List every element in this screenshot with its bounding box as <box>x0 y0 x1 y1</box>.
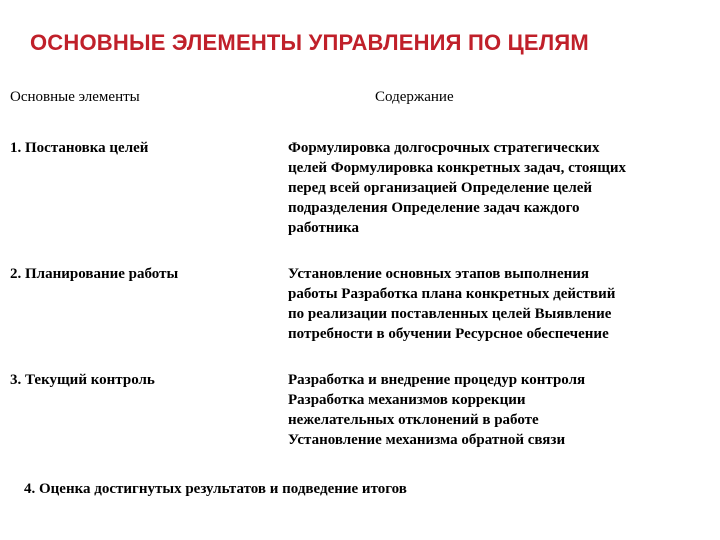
row-content-work-planning <box>288 264 693 344</box>
content-line: по реализации поставленных целей Выявление <box>288 306 612 322</box>
content-line: целей Формулировка конкретных задач, стоящих <box>288 160 627 176</box>
content-line: перед всей организацией Определение целей <box>288 180 593 196</box>
content-line: работника <box>288 220 360 236</box>
row-label-goal-setting: 1. Постановка целей <box>10 140 149 156</box>
page-title: ОСНОВНЫЕ ЭЛЕМЕНТЫ УПРАВЛЕНИЯ ПО ЦЕЛЯМ <box>30 30 589 55</box>
content-line: Разработка и внедрение процедур контроля <box>288 372 586 388</box>
row-label-work-planning: 2. Планирование работы <box>10 266 179 282</box>
content-line: Формулировка долгосрочных стратегических <box>288 140 600 156</box>
row-label-current-control: 3. Текущий контроль <box>10 372 155 388</box>
content-line: Установление механизма обратной связи <box>288 432 566 448</box>
content-line: работы Разработка плана конкретных действий <box>288 286 616 302</box>
column-header-elements: Основные элементы <box>10 89 140 105</box>
content-line: Установление основных этапов выполнения <box>288 266 589 282</box>
column-header-content: Содержание <box>375 89 454 105</box>
content-line: потребности в обучении Ресурсное обеспечение <box>288 326 609 342</box>
content-line: нежелательных отклонений в работе <box>288 412 539 428</box>
content-line: подразделения Определение задач каждого <box>288 200 580 216</box>
footer-evaluation: 4. Оценка достигнутых результатов и подведение итогов <box>24 481 407 497</box>
content-line: Разработка механизмов коррекции <box>288 392 526 408</box>
row-content-goal-setting <box>288 138 693 238</box>
row-content-current-control <box>288 370 693 450</box>
